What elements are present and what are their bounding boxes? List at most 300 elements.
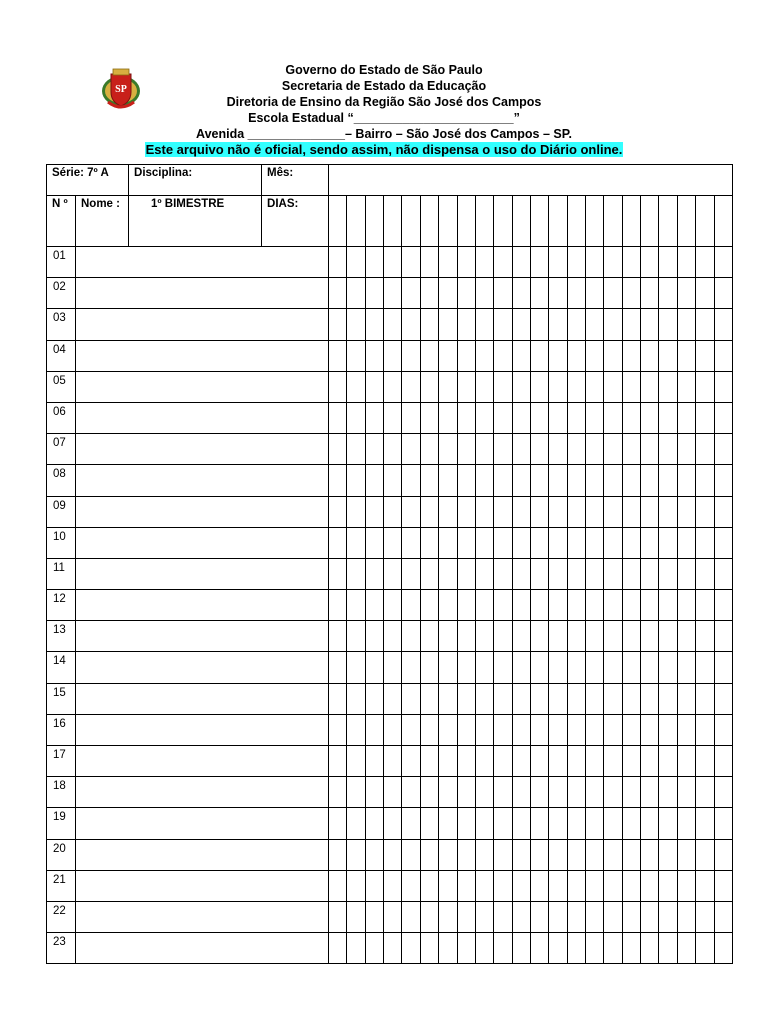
attendance-cell[interactable]	[420, 808, 438, 839]
attendance-cell[interactable]	[439, 683, 457, 714]
attendance-cell[interactable]	[365, 901, 383, 932]
attendance-cell[interactable]	[530, 777, 548, 808]
attendance-cell[interactable]	[512, 371, 530, 402]
attendance-cell[interactable]	[677, 527, 695, 558]
day-header-cell[interactable]	[586, 196, 604, 247]
day-header-cell[interactable]	[549, 196, 567, 247]
attendance-cell[interactable]	[420, 901, 438, 932]
attendance-cell[interactable]	[677, 933, 695, 964]
attendance-cell[interactable]	[329, 652, 347, 683]
attendance-cell[interactable]	[659, 590, 677, 621]
day-header-cell[interactable]	[714, 196, 733, 247]
attendance-cell[interactable]	[641, 496, 659, 527]
attendance-cell[interactable]	[420, 683, 438, 714]
attendance-cell[interactable]	[384, 558, 402, 589]
attendance-cell[interactable]	[439, 901, 457, 932]
attendance-cell[interactable]	[457, 933, 475, 964]
attendance-cell[interactable]	[329, 247, 347, 278]
attendance-cell[interactable]	[659, 340, 677, 371]
attendance-cell[interactable]	[622, 402, 640, 433]
attendance-cell[interactable]	[714, 402, 733, 433]
attendance-cell[interactable]	[586, 496, 604, 527]
attendance-cell[interactable]	[530, 839, 548, 870]
attendance-cell[interactable]	[347, 870, 365, 901]
attendance-cell[interactable]	[512, 870, 530, 901]
attendance-cell[interactable]	[677, 621, 695, 652]
attendance-cell[interactable]	[604, 527, 622, 558]
attendance-cell[interactable]	[549, 465, 567, 496]
attendance-cell[interactable]	[696, 465, 714, 496]
attendance-cell[interactable]	[677, 652, 695, 683]
attendance-cell[interactable]	[329, 496, 347, 527]
attendance-cell[interactable]	[641, 465, 659, 496]
attendance-cell[interactable]	[677, 683, 695, 714]
attendance-cell[interactable]	[512, 901, 530, 932]
attendance-cell[interactable]	[586, 590, 604, 621]
attendance-cell[interactable]	[567, 371, 585, 402]
attendance-cell[interactable]	[329, 278, 347, 309]
day-header-cell[interactable]	[329, 196, 347, 247]
attendance-cell[interactable]	[457, 527, 475, 558]
attendance-cell[interactable]	[347, 496, 365, 527]
attendance-cell[interactable]	[365, 590, 383, 621]
attendance-cell[interactable]	[439, 278, 457, 309]
attendance-cell[interactable]	[329, 901, 347, 932]
attendance-cell[interactable]	[696, 496, 714, 527]
attendance-cell[interactable]	[494, 465, 512, 496]
attendance-cell[interactable]	[549, 340, 567, 371]
attendance-cell[interactable]	[494, 496, 512, 527]
attendance-cell[interactable]	[549, 746, 567, 777]
attendance-cell[interactable]	[402, 465, 420, 496]
attendance-cell[interactable]	[384, 870, 402, 901]
attendance-cell[interactable]	[365, 465, 383, 496]
attendance-cell[interactable]	[622, 309, 640, 340]
attendance-cell[interactable]	[365, 870, 383, 901]
attendance-cell[interactable]	[365, 933, 383, 964]
attendance-cell[interactable]	[384, 590, 402, 621]
attendance-cell[interactable]	[549, 621, 567, 652]
attendance-cell[interactable]	[586, 933, 604, 964]
attendance-cell[interactable]	[365, 714, 383, 745]
attendance-cell[interactable]	[714, 278, 733, 309]
attendance-cell[interactable]	[402, 527, 420, 558]
attendance-cell[interactable]	[512, 278, 530, 309]
attendance-cell[interactable]	[696, 402, 714, 433]
attendance-cell[interactable]	[420, 402, 438, 433]
attendance-cell[interactable]	[586, 746, 604, 777]
attendance-cell[interactable]	[604, 402, 622, 433]
attendance-cell[interactable]	[530, 590, 548, 621]
attendance-cell[interactable]	[696, 621, 714, 652]
attendance-cell[interactable]	[384, 808, 402, 839]
attendance-cell[interactable]	[347, 901, 365, 932]
attendance-cell[interactable]	[347, 371, 365, 402]
attendance-cell[interactable]	[494, 527, 512, 558]
attendance-cell[interactable]	[714, 683, 733, 714]
attendance-cell[interactable]	[696, 527, 714, 558]
day-header-cell[interactable]	[641, 196, 659, 247]
attendance-cell[interactable]	[329, 870, 347, 901]
attendance-cell[interactable]	[622, 340, 640, 371]
attendance-cell[interactable]	[549, 590, 567, 621]
attendance-cell[interactable]	[677, 434, 695, 465]
attendance-cell[interactable]	[696, 652, 714, 683]
attendance-cell[interactable]	[384, 527, 402, 558]
attendance-cell[interactable]	[696, 371, 714, 402]
attendance-cell[interactable]	[714, 746, 733, 777]
attendance-cell[interactable]	[586, 714, 604, 745]
attendance-cell[interactable]	[347, 683, 365, 714]
attendance-cell[interactable]	[329, 746, 347, 777]
attendance-cell[interactable]	[567, 652, 585, 683]
attendance-cell[interactable]	[549, 683, 567, 714]
attendance-cell[interactable]	[567, 340, 585, 371]
attendance-cell[interactable]	[622, 746, 640, 777]
attendance-cell[interactable]	[622, 371, 640, 402]
attendance-cell[interactable]	[420, 652, 438, 683]
student-name-cell[interactable]	[76, 527, 329, 558]
attendance-cell[interactable]	[402, 714, 420, 745]
attendance-cell[interactable]	[347, 839, 365, 870]
attendance-cell[interactable]	[530, 714, 548, 745]
attendance-cell[interactable]	[604, 371, 622, 402]
attendance-cell[interactable]	[549, 870, 567, 901]
attendance-cell[interactable]	[365, 371, 383, 402]
attendance-cell[interactable]	[329, 714, 347, 745]
attendance-cell[interactable]	[475, 839, 493, 870]
attendance-cell[interactable]	[530, 496, 548, 527]
attendance-cell[interactable]	[604, 496, 622, 527]
attendance-cell[interactable]	[457, 247, 475, 278]
day-header-cell[interactable]	[677, 196, 695, 247]
attendance-cell[interactable]	[494, 340, 512, 371]
attendance-cell[interactable]	[420, 371, 438, 402]
attendance-cell[interactable]	[347, 777, 365, 808]
attendance-cell[interactable]	[494, 683, 512, 714]
attendance-cell[interactable]	[439, 870, 457, 901]
attendance-cell[interactable]	[696, 714, 714, 745]
attendance-cell[interactable]	[365, 496, 383, 527]
attendance-cell[interactable]	[347, 434, 365, 465]
attendance-cell[interactable]	[714, 652, 733, 683]
attendance-cell[interactable]	[384, 340, 402, 371]
attendance-cell[interactable]	[567, 558, 585, 589]
attendance-cell[interactable]	[641, 340, 659, 371]
attendance-cell[interactable]	[439, 309, 457, 340]
attendance-cell[interactable]	[439, 558, 457, 589]
attendance-cell[interactable]	[659, 496, 677, 527]
attendance-cell[interactable]	[530, 465, 548, 496]
attendance-cell[interactable]	[530, 808, 548, 839]
attendance-cell[interactable]	[347, 621, 365, 652]
attendance-cell[interactable]	[641, 247, 659, 278]
attendance-cell[interactable]	[347, 527, 365, 558]
attendance-cell[interactable]	[457, 402, 475, 433]
attendance-cell[interactable]	[329, 777, 347, 808]
attendance-cell[interactable]	[475, 527, 493, 558]
attendance-cell[interactable]	[604, 870, 622, 901]
attendance-cell[interactable]	[475, 590, 493, 621]
attendance-cell[interactable]	[475, 870, 493, 901]
attendance-cell[interactable]	[677, 746, 695, 777]
attendance-cell[interactable]	[567, 839, 585, 870]
attendance-cell[interactable]	[696, 278, 714, 309]
attendance-cell[interactable]	[659, 777, 677, 808]
attendance-cell[interactable]	[530, 278, 548, 309]
attendance-cell[interactable]	[329, 527, 347, 558]
attendance-cell[interactable]	[439, 621, 457, 652]
attendance-cell[interactable]	[420, 247, 438, 278]
student-name-cell[interactable]	[76, 402, 329, 433]
attendance-cell[interactable]	[604, 777, 622, 808]
attendance-cell[interactable]	[439, 340, 457, 371]
attendance-cell[interactable]	[549, 901, 567, 932]
attendance-cell[interactable]	[494, 278, 512, 309]
attendance-cell[interactable]	[567, 527, 585, 558]
student-name-cell[interactable]	[76, 777, 329, 808]
attendance-cell[interactable]	[604, 278, 622, 309]
attendance-cell[interactable]	[604, 465, 622, 496]
attendance-cell[interactable]	[586, 652, 604, 683]
attendance-cell[interactable]	[530, 746, 548, 777]
attendance-cell[interactable]	[659, 933, 677, 964]
student-name-cell[interactable]	[76, 465, 329, 496]
attendance-cell[interactable]	[530, 527, 548, 558]
attendance-cell[interactable]	[567, 933, 585, 964]
attendance-cell[interactable]	[329, 434, 347, 465]
attendance-cell[interactable]	[586, 621, 604, 652]
attendance-cell[interactable]	[586, 558, 604, 589]
attendance-cell[interactable]	[347, 340, 365, 371]
attendance-cell[interactable]	[402, 870, 420, 901]
attendance-cell[interactable]	[512, 309, 530, 340]
attendance-cell[interactable]	[329, 465, 347, 496]
attendance-cell[interactable]	[567, 808, 585, 839]
attendance-cell[interactable]	[475, 714, 493, 745]
attendance-cell[interactable]	[530, 402, 548, 433]
attendance-cell[interactable]	[457, 839, 475, 870]
attendance-cell[interactable]	[622, 465, 640, 496]
attendance-cell[interactable]	[604, 247, 622, 278]
student-name-cell[interactable]	[76, 714, 329, 745]
attendance-cell[interactable]	[567, 621, 585, 652]
attendance-cell[interactable]	[549, 777, 567, 808]
attendance-cell[interactable]	[659, 278, 677, 309]
attendance-cell[interactable]	[677, 247, 695, 278]
attendance-cell[interactable]	[365, 278, 383, 309]
attendance-cell[interactable]	[714, 714, 733, 745]
attendance-cell[interactable]	[420, 714, 438, 745]
attendance-cell[interactable]	[475, 901, 493, 932]
attendance-cell[interactable]	[604, 901, 622, 932]
day-header-cell[interactable]	[365, 196, 383, 247]
attendance-cell[interactable]	[402, 340, 420, 371]
attendance-cell[interactable]	[659, 683, 677, 714]
attendance-cell[interactable]	[347, 933, 365, 964]
attendance-cell[interactable]	[420, 746, 438, 777]
attendance-cell[interactable]	[512, 777, 530, 808]
attendance-cell[interactable]	[641, 714, 659, 745]
attendance-cell[interactable]	[512, 527, 530, 558]
attendance-cell[interactable]	[439, 496, 457, 527]
attendance-cell[interactable]	[439, 777, 457, 808]
attendance-cell[interactable]	[714, 371, 733, 402]
attendance-cell[interactable]	[329, 933, 347, 964]
attendance-cell[interactable]	[512, 247, 530, 278]
attendance-cell[interactable]	[677, 558, 695, 589]
attendance-cell[interactable]	[512, 434, 530, 465]
attendance-cell[interactable]	[512, 402, 530, 433]
attendance-cell[interactable]	[659, 371, 677, 402]
attendance-cell[interactable]	[622, 839, 640, 870]
attendance-cell[interactable]	[384, 621, 402, 652]
attendance-cell[interactable]	[641, 402, 659, 433]
attendance-cell[interactable]	[696, 247, 714, 278]
attendance-cell[interactable]	[549, 808, 567, 839]
day-header-cell[interactable]	[530, 196, 548, 247]
attendance-cell[interactable]	[714, 558, 733, 589]
attendance-cell[interactable]	[567, 402, 585, 433]
attendance-cell[interactable]	[475, 247, 493, 278]
attendance-cell[interactable]	[365, 777, 383, 808]
attendance-cell[interactable]	[604, 839, 622, 870]
attendance-cell[interactable]	[659, 839, 677, 870]
attendance-cell[interactable]	[659, 870, 677, 901]
day-header-cell[interactable]	[439, 196, 457, 247]
attendance-cell[interactable]	[549, 278, 567, 309]
attendance-cell[interactable]	[659, 434, 677, 465]
attendance-cell[interactable]	[586, 527, 604, 558]
day-header-cell[interactable]	[512, 196, 530, 247]
attendance-cell[interactable]	[439, 746, 457, 777]
attendance-cell[interactable]	[586, 808, 604, 839]
day-header-cell[interactable]	[420, 196, 438, 247]
attendance-cell[interactable]	[604, 309, 622, 340]
attendance-cell[interactable]	[604, 340, 622, 371]
attendance-cell[interactable]	[420, 558, 438, 589]
attendance-cell[interactable]	[494, 746, 512, 777]
attendance-cell[interactable]	[549, 527, 567, 558]
attendance-cell[interactable]	[384, 496, 402, 527]
attendance-cell[interactable]	[475, 933, 493, 964]
attendance-cell[interactable]	[384, 278, 402, 309]
day-header-cell[interactable]	[567, 196, 585, 247]
attendance-cell[interactable]	[586, 901, 604, 932]
attendance-cell[interactable]	[641, 933, 659, 964]
attendance-cell[interactable]	[696, 870, 714, 901]
attendance-cell[interactable]	[604, 746, 622, 777]
attendance-cell[interactable]	[475, 496, 493, 527]
attendance-cell[interactable]	[586, 465, 604, 496]
attendance-cell[interactable]	[420, 527, 438, 558]
attendance-cell[interactable]	[604, 933, 622, 964]
attendance-cell[interactable]	[714, 434, 733, 465]
attendance-cell[interactable]	[567, 901, 585, 932]
attendance-cell[interactable]	[494, 590, 512, 621]
attendance-cell[interactable]	[347, 590, 365, 621]
attendance-cell[interactable]	[494, 558, 512, 589]
attendance-cell[interactable]	[475, 465, 493, 496]
attendance-cell[interactable]	[641, 621, 659, 652]
student-name-cell[interactable]	[76, 496, 329, 527]
attendance-cell[interactable]	[530, 652, 548, 683]
attendance-cell[interactable]	[347, 402, 365, 433]
attendance-cell[interactable]	[420, 496, 438, 527]
attendance-cell[interactable]	[530, 558, 548, 589]
attendance-cell[interactable]	[475, 278, 493, 309]
attendance-cell[interactable]	[567, 434, 585, 465]
attendance-cell[interactable]	[549, 652, 567, 683]
attendance-cell[interactable]	[677, 309, 695, 340]
attendance-cell[interactable]	[402, 777, 420, 808]
attendance-cell[interactable]	[530, 309, 548, 340]
attendance-cell[interactable]	[696, 933, 714, 964]
attendance-cell[interactable]	[530, 434, 548, 465]
day-header-cell[interactable]	[696, 196, 714, 247]
attendance-cell[interactable]	[475, 558, 493, 589]
attendance-cell[interactable]	[586, 371, 604, 402]
student-name-cell[interactable]	[76, 590, 329, 621]
attendance-cell[interactable]	[457, 496, 475, 527]
student-name-cell[interactable]	[76, 901, 329, 932]
attendance-cell[interactable]	[549, 247, 567, 278]
attendance-cell[interactable]	[567, 309, 585, 340]
attendance-cell[interactable]	[622, 933, 640, 964]
attendance-cell[interactable]	[494, 870, 512, 901]
attendance-cell[interactable]	[677, 340, 695, 371]
attendance-cell[interactable]	[457, 558, 475, 589]
attendance-cell[interactable]	[402, 278, 420, 309]
attendance-cell[interactable]	[512, 746, 530, 777]
day-header-cell[interactable]	[457, 196, 475, 247]
attendance-cell[interactable]	[347, 652, 365, 683]
attendance-cell[interactable]	[384, 746, 402, 777]
attendance-cell[interactable]	[420, 870, 438, 901]
attendance-cell[interactable]	[384, 683, 402, 714]
attendance-cell[interactable]	[604, 434, 622, 465]
attendance-cell[interactable]	[641, 558, 659, 589]
attendance-cell[interactable]	[677, 901, 695, 932]
attendance-cell[interactable]	[530, 621, 548, 652]
attendance-cell[interactable]	[586, 340, 604, 371]
attendance-cell[interactable]	[696, 683, 714, 714]
attendance-cell[interactable]	[512, 621, 530, 652]
attendance-cell[interactable]	[384, 309, 402, 340]
attendance-cell[interactable]	[604, 590, 622, 621]
attendance-cell[interactable]	[714, 839, 733, 870]
attendance-cell[interactable]	[384, 714, 402, 745]
attendance-cell[interactable]	[622, 652, 640, 683]
attendance-cell[interactable]	[696, 434, 714, 465]
attendance-cell[interactable]	[586, 309, 604, 340]
attendance-cell[interactable]	[622, 714, 640, 745]
attendance-cell[interactable]	[384, 777, 402, 808]
attendance-cell[interactable]	[567, 683, 585, 714]
attendance-cell[interactable]	[475, 434, 493, 465]
attendance-cell[interactable]	[622, 777, 640, 808]
attendance-cell[interactable]	[714, 870, 733, 901]
attendance-cell[interactable]	[677, 371, 695, 402]
attendance-cell[interactable]	[586, 247, 604, 278]
attendance-cell[interactable]	[714, 621, 733, 652]
student-name-cell[interactable]	[76, 434, 329, 465]
student-name-cell[interactable]	[76, 278, 329, 309]
attendance-cell[interactable]	[641, 278, 659, 309]
attendance-cell[interactable]	[586, 870, 604, 901]
attendance-cell[interactable]	[365, 808, 383, 839]
attendance-cell[interactable]	[677, 777, 695, 808]
